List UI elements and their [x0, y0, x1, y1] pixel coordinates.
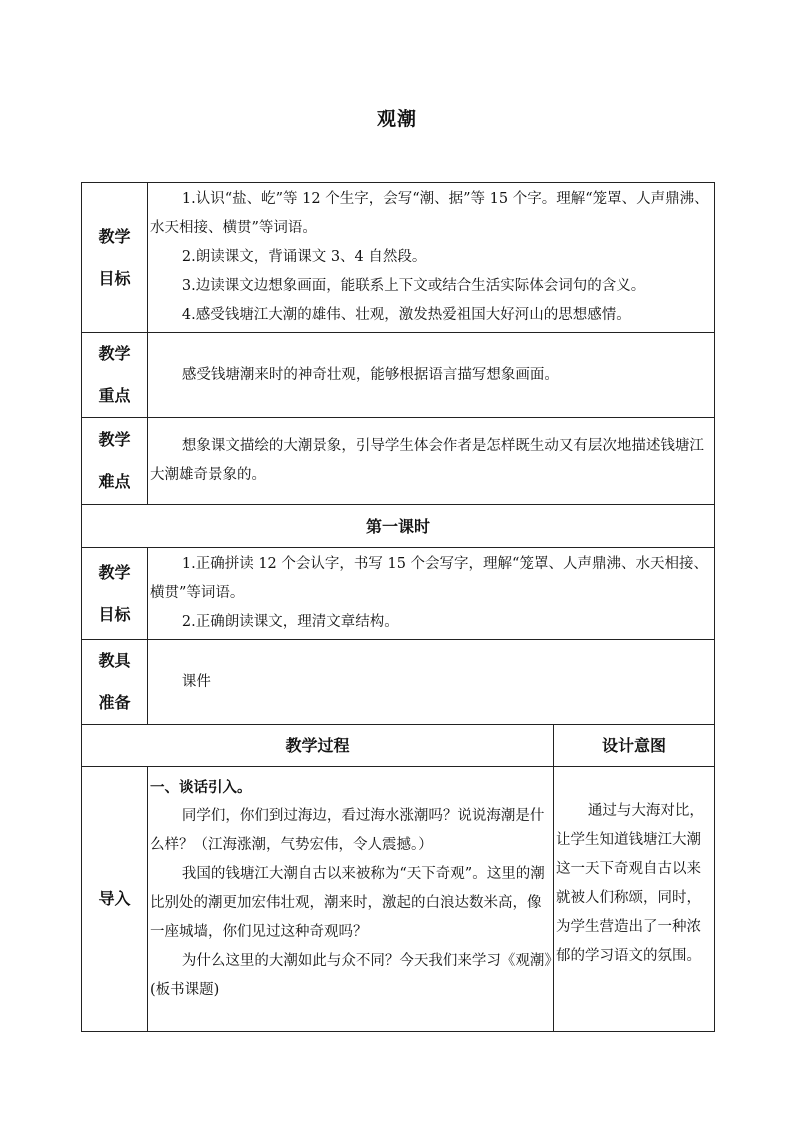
tools-label-line2: 准备 — [98, 693, 131, 712]
process-column-header: 教学过程 — [82, 725, 554, 767]
lesson-plan-table — [81, 182, 715, 1032]
intro-paragraph: 我国的钱塘江大潮自古以来被称为“天下奇观”。这里的潮比别处的潮更加宏伟壮观，潮来时，激起的白浪达数米高，像一座城墙，你们见过这种奇观吗？ — [150, 866, 545, 940]
intent-column-header: 设计意图 — [554, 725, 715, 767]
intro-label: 导入 — [82, 767, 148, 1032]
difficulties-label — [82, 418, 148, 505]
lesson1-objectives-content — [148, 548, 715, 640]
difficulties-row — [82, 418, 715, 505]
key-points-label-line1: 教学 — [98, 344, 131, 363]
objective-item: 2.朗读课文，背诵课文 3、4 自然段。 — [181, 249, 427, 265]
tools-label — [82, 640, 148, 725]
intro-section-heading: 一、谈话引入。 — [150, 779, 252, 796]
difficulties-text: 想象课文描绘的大潮景象，引导学生体会作者是怎样既生动又有层次地描述钱塘江大潮雄奇景象的。 — [150, 438, 704, 483]
tools-content — [148, 640, 715, 725]
difficulties-label-line1: 教学 — [98, 430, 131, 449]
lesson1-objective-item: 1.正确拼读 12 个会认字，书写 15 个会写字，理解“笼罩、人声鼎沸、水天相接、横贯”等词语。 — [150, 556, 708, 601]
intro-intent-text: 通过与大海对比，让学生知道钱塘江大潮这一天下奇观自古以来就被人们称颂，同时，为学生营造出了一种浓郁的学习语文的氛围。 — [556, 803, 704, 964]
key-points-label-line2: 重点 — [98, 386, 131, 405]
key-points-row — [82, 333, 715, 418]
objectives-content — [148, 183, 715, 333]
key-points-text: 感受钱塘潮来时的神奇壮观，能够根据语言描写想象画面。 — [181, 366, 559, 383]
difficulties-content — [148, 418, 715, 505]
lesson1-heading: 第一课时 — [82, 505, 715, 548]
objectives-row — [82, 183, 715, 333]
tools-label-line1: 教具 — [98, 651, 131, 670]
lesson1-objectives-label-line2: 目标 — [98, 604, 131, 624]
key-points-content — [148, 333, 715, 418]
key-points-label — [82, 333, 148, 418]
process-header-row — [82, 725, 715, 767]
lesson1-objectives-label — [82, 548, 148, 640]
intro-paragraph: 同学们，你们到过海边，看过海水涨潮吗？说说海潮是什么样？（江海涨潮，气势宏伟，令人震撼。） — [150, 808, 545, 853]
difficulties-label-line2: 难点 — [98, 472, 131, 491]
objectives-label-line1: 教学 — [98, 226, 131, 246]
objectives-label — [82, 183, 148, 333]
objective-item: 3.边读课文边想象画面，能联系上下文或结合生活实际体会词句的含义。 — [181, 278, 646, 294]
lesson1-objectives-row — [82, 548, 715, 640]
tools-text: 课件 — [181, 673, 211, 690]
lesson1-objectives-label-line1: 教学 — [98, 562, 131, 582]
objectives-label-line2: 目标 — [98, 268, 131, 288]
intro-paragraph: 为什么这里的大潮如此与众不同？今天我们来学习《观潮》(板书课题) — [150, 953, 552, 998]
objective-item: 4.感受钱塘江大潮的雄伟、壮观，激发热爱祖国大好河山的思想感情。 — [181, 307, 631, 323]
intro-intent-content — [554, 767, 715, 1032]
document-title: 观潮 — [376, 108, 417, 130]
intro-row — [82, 767, 715, 1032]
intro-process-content — [148, 767, 554, 1032]
lesson1-objective-item: 2.正确朗读课文，理清文章结构。 — [181, 614, 399, 630]
lesson1-heading-row — [82, 505, 715, 548]
objective-item: 1.认识“盐、屹”等 12 个生字，会写“潮、据”等 15 个字。理解“笼罩、人声鼎沸、水天相接、横贯”等词语。 — [150, 191, 709, 236]
tools-row — [82, 640, 715, 725]
